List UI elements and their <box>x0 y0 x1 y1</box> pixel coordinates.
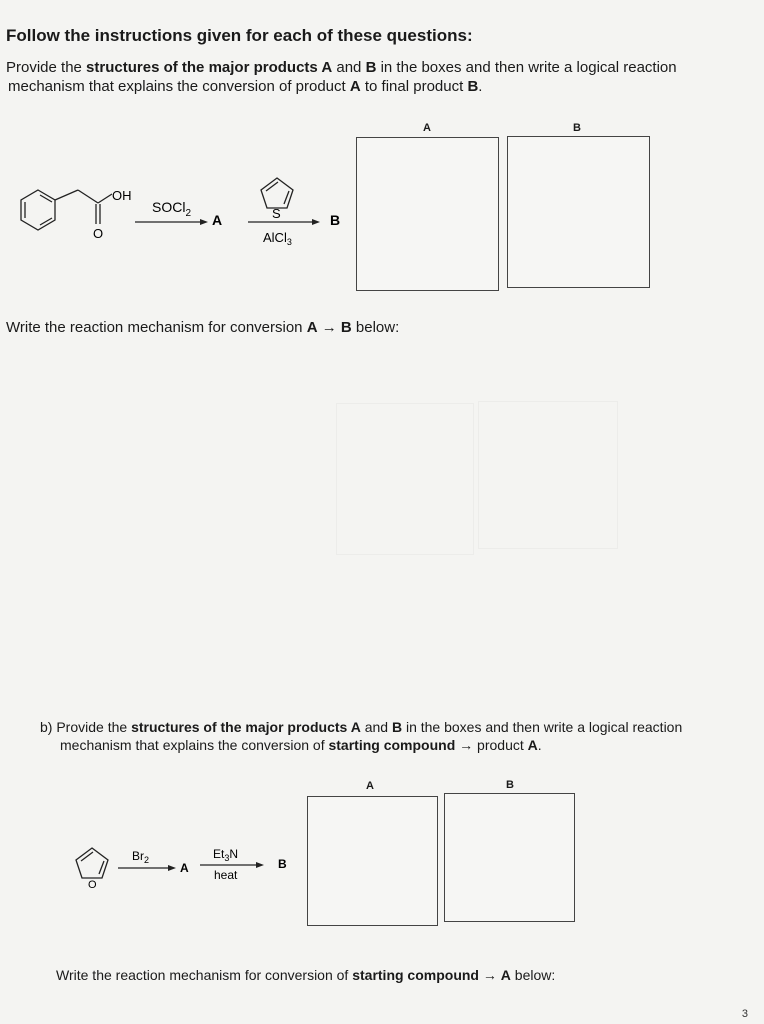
text-bold: A <box>527 737 538 753</box>
text: Provide the <box>56 719 132 735</box>
text: and <box>332 59 366 76</box>
box-b-label: B <box>573 122 581 134</box>
text: to final product <box>360 78 468 95</box>
text: . <box>478 78 483 95</box>
box-a-label: A <box>423 122 431 134</box>
mechanism-prompt-b <box>56 966 555 985</box>
part-a-prompt <box>6 58 756 96</box>
part-marker: b) <box>40 719 53 735</box>
reagent-socl2: SOCl$_2$ <box>152 199 192 219</box>
text: in the boxes and then write a logical reaction <box>376 59 677 76</box>
show-through-box <box>336 403 474 555</box>
reaction-scheme-b <box>60 838 300 898</box>
reagent-et3n: $Et_3N$ <box>213 847 239 863</box>
text: Write the reaction mechanism for conversion <box>6 319 307 336</box>
text-bold: starting compound <box>328 737 456 753</box>
text: mechanism that explains the conversion of product <box>8 78 350 95</box>
page-number: 3 <box>741 1008 748 1020</box>
text: Provide the <box>6 59 87 76</box>
carbonyl-o-label: O <box>93 226 104 241</box>
text: mechanism that explains the conversion of <box>60 737 329 753</box>
text-bold: A <box>349 78 361 95</box>
text: → <box>317 319 341 336</box>
text: Write the reaction mechanism for conversion of <box>56 967 353 983</box>
arrow-head <box>168 865 176 871</box>
reagent-br2: $Br_2$ <box>132 849 150 865</box>
text: in the boxes and then write a logical reaction <box>402 719 683 735</box>
text-bold: B <box>365 59 377 76</box>
mechanism-prompt-a <box>6 318 399 337</box>
arrow-head <box>200 219 208 225</box>
text: below: <box>351 319 400 336</box>
reaction-scheme-a <box>0 170 350 250</box>
reagent-alcl3: AlCl$_3$ <box>263 230 292 247</box>
furan-o-label: O <box>88 879 97 891</box>
answer-box-b[interactable] <box>444 793 575 922</box>
furan-ring <box>76 848 108 878</box>
thiophene-s-label: S <box>272 206 281 221</box>
intermediate-a: A <box>180 861 189 875</box>
box-a-label: A <box>366 780 374 792</box>
text: . <box>537 737 542 753</box>
product-b: B <box>278 857 287 871</box>
reagent-heat: heat <box>214 868 238 882</box>
answer-box-a[interactable] <box>307 796 438 926</box>
text: and <box>360 719 392 735</box>
text-bold: starting compound <box>352 967 479 983</box>
thiophene-ring <box>261 178 293 208</box>
arrow-head <box>312 219 320 225</box>
text-bold: A <box>500 967 511 983</box>
text-bold: A <box>306 319 318 336</box>
benzene-ring <box>21 190 55 230</box>
part-b-prompt <box>40 718 750 754</box>
text: → <box>478 967 501 983</box>
text-bold: B <box>340 319 352 336</box>
answer-box-a[interactable] <box>356 137 499 291</box>
show-through-box <box>478 401 618 549</box>
carboxylic-acid-chain <box>55 190 112 224</box>
text-bold: B <box>467 78 479 95</box>
text-bold: B <box>391 719 403 735</box>
instructions-header: Follow the instructions given for each of these questions: <box>6 26 473 45</box>
text-bold: structures of the major products A <box>86 59 333 76</box>
box-b-label: B <box>506 779 514 791</box>
text: → product <box>455 737 528 753</box>
text-bold: structures of the major products A <box>131 719 361 735</box>
text: below: <box>510 967 556 983</box>
oh-label: OH <box>112 188 132 203</box>
answer-box-b[interactable] <box>507 136 650 288</box>
intermediate-a: A <box>212 212 223 228</box>
product-b: B <box>330 212 341 228</box>
arrow-head <box>256 862 264 868</box>
